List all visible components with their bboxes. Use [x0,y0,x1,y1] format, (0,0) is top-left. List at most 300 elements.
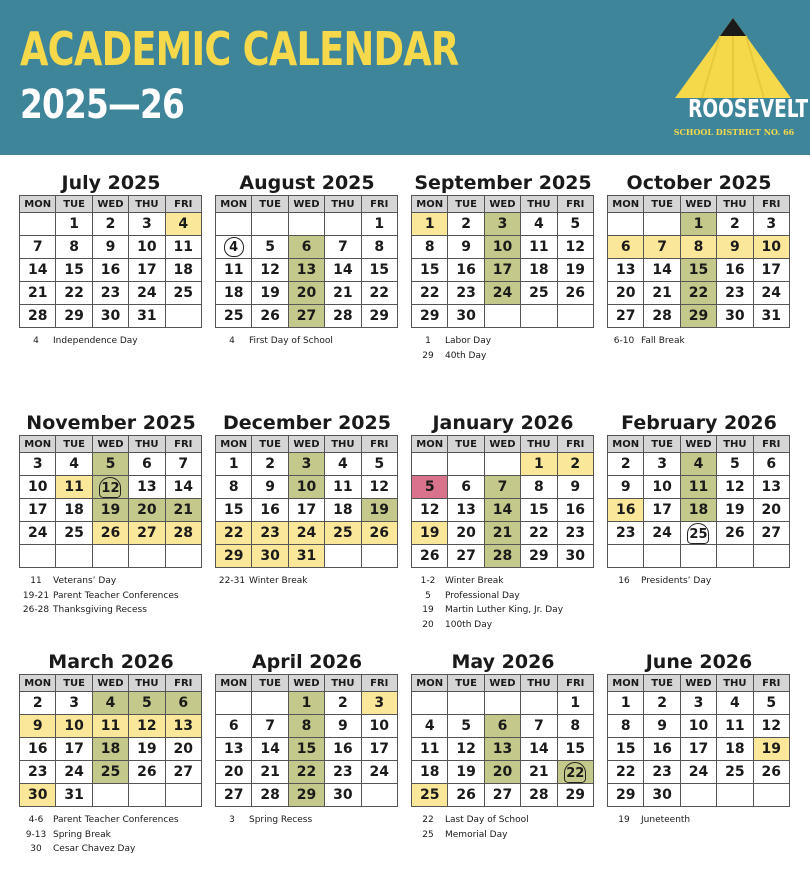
weekday-header: FRI [165,675,201,692]
empty-cell [644,213,680,236]
note-date: 3 [229,815,235,825]
note-item [411,574,595,589]
day-number: 26 [369,525,390,541]
day-number: 1 [301,695,312,711]
day-number: 18 [100,741,121,757]
day-number: 25 [529,285,549,301]
day-number: 20 [615,285,636,301]
day-cell [216,715,252,738]
weekday-header: THU [717,436,753,453]
day-cell [521,545,557,568]
month-title: June 2026 [645,651,753,673]
day-cell [92,282,128,305]
note-date: 22-31 [218,576,246,586]
day-cell [753,692,789,715]
day-cell [608,305,644,328]
day-number: 30 [565,548,586,564]
day-number: 10 [137,239,157,255]
weekday-header: FRI [361,196,397,213]
day-number: 6 [497,718,508,734]
day-cell [608,259,644,282]
day-number: 8 [533,479,544,495]
day-number: 12 [369,479,390,495]
day-number: 21 [173,502,194,518]
day-number: 10 [688,718,709,734]
day-number: 24 [492,285,513,301]
empty-cell [325,213,361,236]
month-notes [19,574,203,618]
month-notes [215,334,399,349]
day-cell [288,499,324,522]
weekday-header: FRI [557,675,593,692]
day-cell [680,738,716,761]
day-cell [412,522,448,545]
day-cell [288,761,324,784]
note-item [411,813,595,828]
note-date: 25 [422,829,434,840]
day-cell [521,761,557,784]
note-date: 6-10 [613,336,635,346]
day-cell [165,453,201,476]
day-cell [644,499,680,522]
empty-cell [412,692,448,715]
weekday-header: THU [129,196,165,213]
day-number: 29 [565,787,586,803]
note-label: Cesar Chavez Day [53,844,136,854]
month-title: November 2025 [26,412,196,434]
day-cell [129,282,165,305]
day-number: 1 [374,216,385,232]
day-cell [361,715,397,738]
note-label: Presidents’ Day [641,576,712,586]
day-cell [412,236,448,259]
day-number: 4 [337,456,348,472]
weekday-header: MON [608,436,644,453]
day-number: 18 [223,285,244,301]
day-number: 23 [725,285,745,301]
note-item [215,334,399,349]
day-number: 19 [100,502,121,518]
day-cell [129,738,165,761]
day-cell [165,692,201,715]
weekday-header: TUE [252,436,288,453]
day-number: 22 [419,285,440,301]
day-cell [92,692,128,715]
day-cell [361,499,397,522]
day-number: 10 [492,239,513,255]
weekday-header: WED [484,196,520,213]
day-cell [216,282,252,305]
day-cell [325,715,361,738]
note-date: 26-28 [22,605,50,615]
empty-cell [20,545,56,568]
day-cell [608,738,644,761]
weekday-header: FRI [557,436,593,453]
day-cell [165,213,201,236]
month-notes [411,334,595,363]
note-label: Memorial Day [445,829,508,840]
day-number: 15 [529,502,549,518]
weekday-header: THU [521,196,557,213]
month-august-2025 [215,173,399,349]
day-cell [20,738,56,761]
day-cell [129,236,165,259]
day-cell [325,761,361,784]
day-number: 2 [265,456,275,472]
day-cell [56,784,92,807]
note-label: Professional Day [445,590,520,601]
day-number: 5 [424,479,435,495]
weekday-header: TUE [448,196,484,213]
day-cell [20,522,56,545]
weekday-header: FRI [753,436,789,453]
day-number: 16 [615,502,636,518]
day-number: 16 [100,262,121,278]
note-label: Fall Break [641,336,685,346]
day-cell [717,305,753,328]
day-number: 30 [27,787,48,803]
day-cell [129,259,165,282]
day-number: 3 [141,216,152,232]
day-number: 28 [260,787,280,803]
weekday-header: MON [216,196,252,213]
weekday-header: WED [92,196,128,213]
month-january-2026 [411,413,595,632]
day-number: 8 [301,718,312,734]
day-cell [717,213,753,236]
day-number: 23 [652,764,672,780]
month-table [607,674,790,807]
day-cell [56,282,92,305]
empty-cell [644,545,680,568]
empty-cell [680,545,716,568]
day-number: 3 [766,216,777,232]
day-cell [129,213,165,236]
logo-subtitle: SCHOOL DISTRICT NO. 66 [673,127,795,137]
note-item [19,574,203,589]
month-notes [19,813,203,857]
day-cell [92,522,128,545]
month-notes [607,334,791,349]
note-item [215,574,399,589]
day-cell [608,499,644,522]
day-cell [753,282,789,305]
day-cell [92,499,128,522]
day-number: 7 [337,239,348,255]
day-cell [20,236,56,259]
day-cell [361,236,397,259]
day-number: 11 [688,479,709,495]
day-cell [412,305,448,328]
day-number: 17 [688,741,709,757]
logo-name: ROOSEVELT [688,94,809,123]
day-cell [753,453,789,476]
day-cell [20,715,56,738]
month-notes [607,813,791,828]
day-cell [56,453,92,476]
day-cell [680,282,716,305]
day-cell [129,761,165,784]
day-number: 6 [301,239,312,255]
day-cell [753,236,789,259]
day-cell [521,784,557,807]
weekday-header: TUE [56,436,92,453]
month-may-2026 [411,652,595,842]
day-number: 25 [419,787,440,803]
day-number: 18 [173,262,194,278]
note-item [19,603,203,618]
day-number: 30 [260,548,280,564]
empty-cell [252,213,288,236]
day-cell [252,499,288,522]
weekday-header: THU [717,675,753,692]
day-number: 1 [228,456,239,472]
day-cell [644,738,680,761]
weekday-header: THU [325,196,361,213]
day-cell [216,761,252,784]
weekday-header: TUE [252,675,288,692]
day-cell [753,715,789,738]
day-cell [484,213,520,236]
weekday-header: FRI [361,436,397,453]
day-number: 2 [337,695,348,711]
empty-cell [753,784,789,807]
note-label: Parent Teacher Conferences [53,590,179,601]
day-cell [717,282,753,305]
month-july-2025 [19,173,203,349]
day-cell [680,305,716,328]
day-cell [557,692,593,715]
day-number: 2 [105,216,116,232]
day-number: 22 [529,525,549,541]
day-cell [557,259,593,282]
day-number: 28 [529,787,549,803]
day-cell [165,761,201,784]
day-number: 25 [223,308,244,324]
day-cell [557,476,593,499]
note-label: Winter Break [445,576,504,586]
day-cell [216,522,252,545]
day-number: 12 [137,718,157,734]
day-number: 26 [100,525,121,541]
month-table [215,195,398,328]
empty-cell [680,784,716,807]
weekday-header: FRI [361,675,397,692]
day-number: 14 [260,741,280,757]
day-cell [252,715,288,738]
day-number: 5 [105,456,116,472]
empty-cell [56,545,92,568]
day-number: 7 [533,718,544,734]
day-number: 5 [570,216,581,232]
weekday-header: FRI [165,436,201,453]
day-cell [216,476,252,499]
day-cell [216,738,252,761]
day-cell [92,213,128,236]
day-cell [252,784,288,807]
day-number: 29 [296,787,317,803]
day-cell [56,305,92,328]
day-number: 31 [761,308,782,324]
weekday-header: MON [412,436,448,453]
empty-cell [129,545,165,568]
note-label: Independence Day [53,336,138,346]
day-number: 24 [652,525,672,541]
day-cell [56,476,92,499]
note-date: 11 [30,576,42,586]
day-number: 4 [69,456,79,472]
day-cell [325,476,361,499]
weekday-header: MON [20,196,56,213]
day-number: 9 [265,479,275,495]
day-number: 13 [173,718,194,734]
day-number: 26 [725,525,745,541]
empty-cell [521,305,557,328]
note-label: Martin Luther King, Jr. Day [445,605,564,615]
day-cell [557,545,593,568]
day-number: 28 [492,548,513,564]
day-number: 11 [419,741,440,757]
day-number: 24 [369,764,390,780]
day-number: 18 [64,502,84,518]
empty-cell [165,305,201,328]
bell-icon-day: 22 [564,762,586,783]
day-cell [165,715,201,738]
weekday-header: MON [216,675,252,692]
day-number: 24 [137,285,157,301]
note-label: 100th Day [445,619,493,630]
day-cell [644,715,680,738]
day-number: 26 [260,308,280,324]
day-cell [252,761,288,784]
note-date: 29 [422,350,434,361]
day-number: 27 [456,548,476,564]
day-number: 28 [652,308,672,324]
day-cell [680,213,716,236]
day-cell [325,453,361,476]
day-number: 29 [688,308,709,324]
day-cell [717,453,753,476]
day-number: 4 [729,695,740,711]
day-cell [325,738,361,761]
day-number: 13 [223,741,244,757]
day-number: 18 [333,502,353,518]
day-number: 23 [333,764,353,780]
weekday-header: TUE [56,675,92,692]
note-date: 19 [618,815,630,825]
school-year: 2025—26 [20,82,184,128]
day-number: 6 [228,718,239,734]
day-number: 16 [27,741,48,757]
day-number: 25 [64,525,84,541]
day-number: 24 [688,764,709,780]
weekday-header: TUE [644,675,680,692]
day-number: 15 [223,502,244,518]
day-number: 15 [419,262,440,278]
day-cell [717,761,753,784]
day-cell [56,236,92,259]
day-number: 20 [223,764,244,780]
day-cell [288,715,324,738]
weekday-header: MON [20,675,56,692]
day-cell [680,453,716,476]
day-number: 27 [173,764,194,780]
day-cell [325,522,361,545]
day-number: 27 [296,308,317,324]
day-cell [680,761,716,784]
note-date: 19 [422,605,434,615]
empty-cell [484,305,520,328]
day-cell [361,738,397,761]
day-number: 12 [456,741,476,757]
empty-cell [216,213,252,236]
note-item [607,574,791,589]
day-cell [288,453,324,476]
weekday-header: TUE [56,196,92,213]
day-number: 3 [69,695,79,711]
day-number: 31 [64,787,84,803]
day-number: 1 [570,695,581,711]
day-cell [92,761,128,784]
month-notes [607,574,791,589]
day-cell [484,236,520,259]
day-number: 1 [533,456,544,472]
day-number: 3 [32,456,43,472]
day-number: 20 [296,285,317,301]
day-cell [644,692,680,715]
day-cell [129,476,165,499]
empty-cell [92,545,128,568]
day-cell [484,784,520,807]
day-cell [412,545,448,568]
note-item [19,813,203,828]
day-number: 3 [374,695,385,711]
day-cell [680,715,716,738]
day-number: 4 [533,216,544,232]
month-february-2026 [607,413,791,589]
day-number: 25 [333,525,353,541]
weekday-header: MON [608,675,644,692]
day-cell [484,476,520,499]
day-number: 7 [178,456,189,472]
day-cell [717,259,753,282]
day-number: 9 [570,479,581,495]
day-cell [608,522,644,545]
day-number: 9 [105,239,116,255]
day-number: 2 [620,456,631,472]
day-number: 13 [456,502,476,518]
note-item [411,828,595,843]
day-cell [129,522,165,545]
day-cell [361,259,397,282]
day-number: 13 [761,479,782,495]
day-cell [165,476,201,499]
day-number: 9 [461,239,471,255]
day-number: 11 [333,479,353,495]
day-cell [680,476,716,499]
note-date: 4 [33,336,39,346]
day-number: 11 [725,718,745,734]
note-date: 20 [422,619,434,630]
month-table [607,435,790,568]
day-number: 31 [296,548,317,564]
note-item [607,334,791,349]
day-number: 1 [620,695,631,711]
day-cell [521,213,557,236]
day-number: 18 [725,741,745,757]
day-cell [448,522,484,545]
day-cell [412,715,448,738]
